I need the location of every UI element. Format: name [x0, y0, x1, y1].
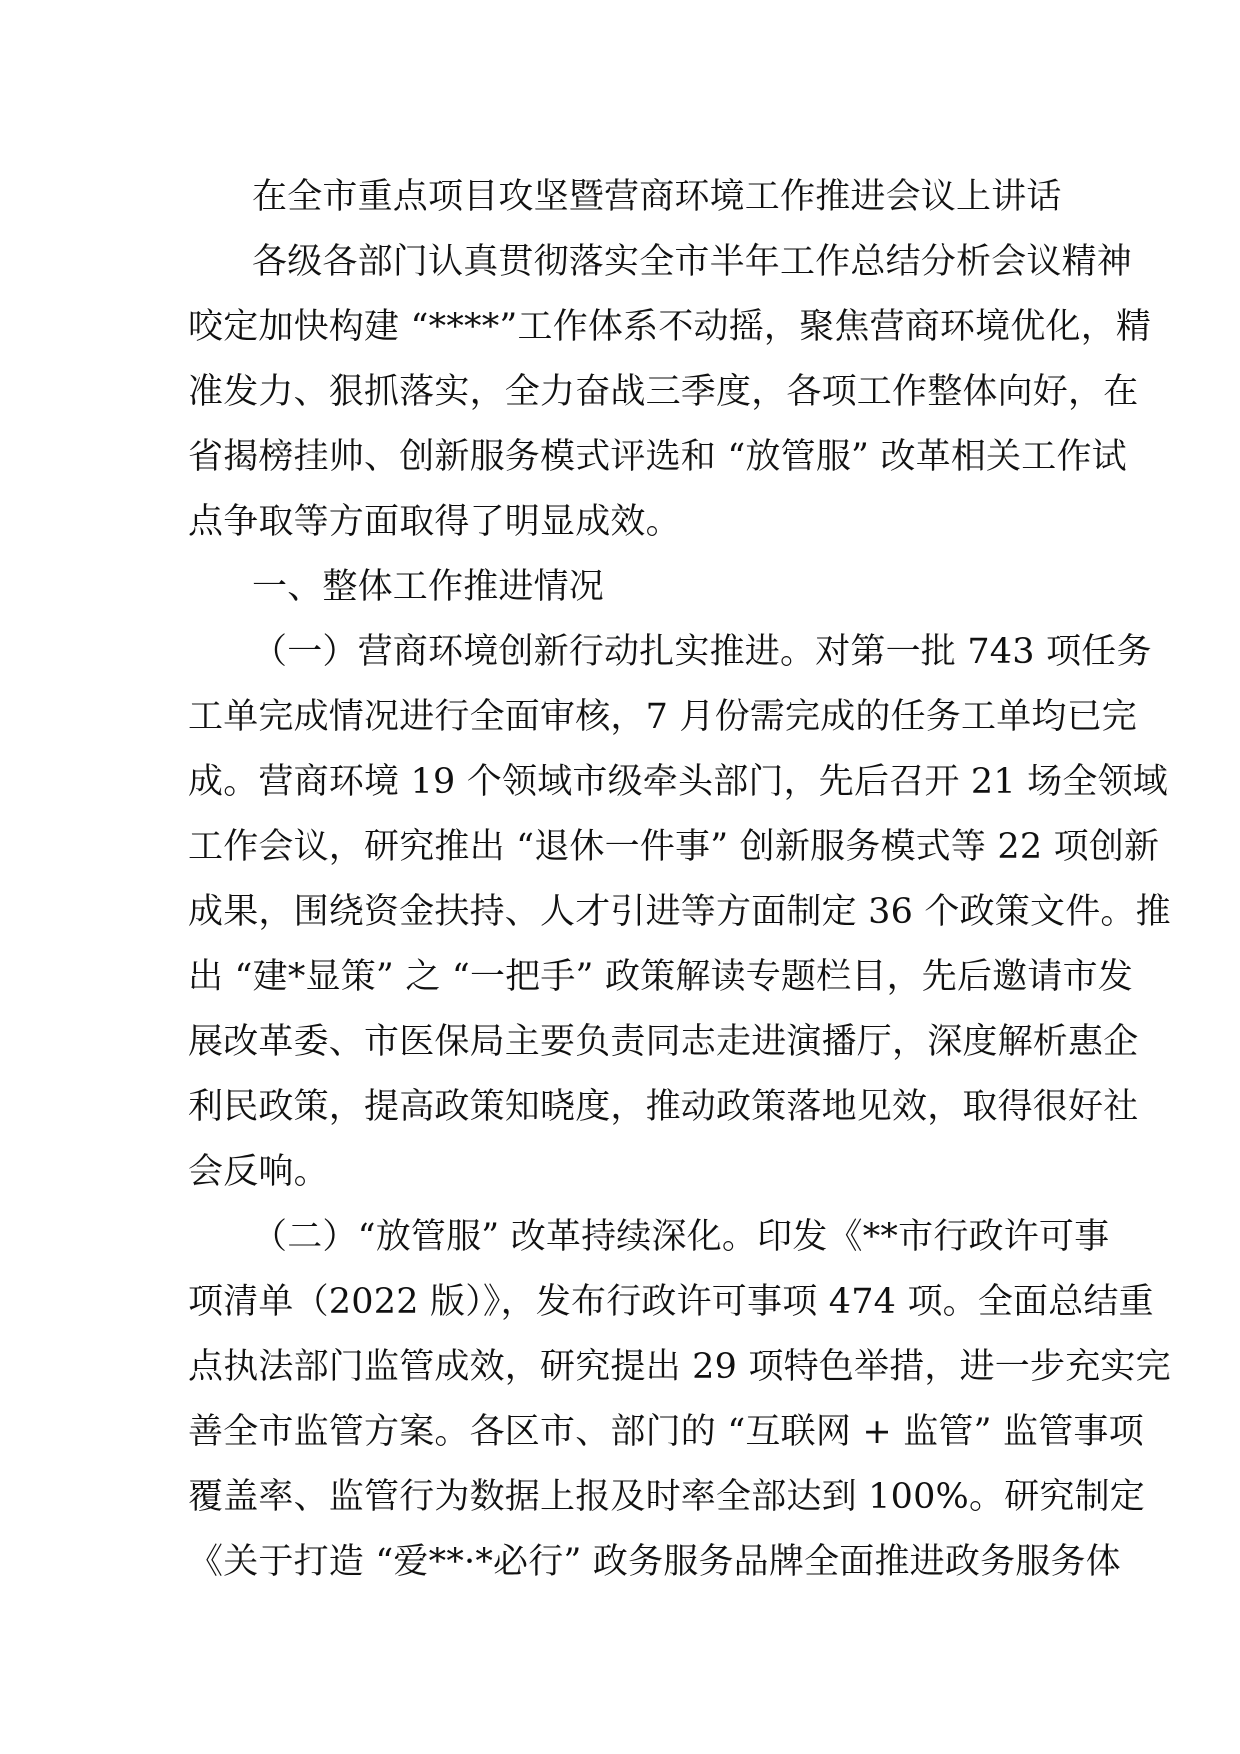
paragraph-line: 出 “建*显策” 之 “一把手” 政策解读专题栏目，先后邀请市发 [188, 957, 1133, 997]
paragraph-line: 准发力、狠抓落实，全力奋战三季度，各项工作整体向好，在 [188, 372, 1139, 412]
paragraph-line: 善全市监管方案。各区市、部门的 “互联网 + 监管” 监管事项 [188, 1412, 1144, 1452]
section-heading-1 [188, 555, 1058, 620]
paragraph-line: 各级各部门认真贯彻落实全市半年工作总结分析会议精神 [252, 242, 1133, 282]
paragraph-line: 点争取等方面取得了明显成效。 [188, 502, 681, 542]
paragraph-business-environment [188, 620, 1171, 1205]
paragraph-line: 工作会议，研究推出 “退休一件事” 创新服务模式等 22 项创新 [188, 827, 1160, 867]
paragraph-line: 项清单（2022 版）》，发布行政许可事项 474 项。全面总结重 [188, 1282, 1154, 1322]
document-body [188, 165, 1171, 1595]
paragraph-line: 覆盖率、监管行为数据上报及时率全部达到 100%。研究制定 [188, 1477, 1145, 1517]
paragraph-line: （一）营商环境创新行动扎实推进。对第一批 743 项任务 [252, 632, 1152, 672]
document-title: 在全市重点项目攻坚暨营商环境工作推进会议上讲话 [252, 177, 1062, 217]
paragraph-line: 成果，围绕资金扶持、人才引进等方面制定 36 个政策文件。推 [188, 892, 1171, 932]
section-heading: 一、整体工作推进情况 [252, 567, 605, 607]
paragraph-line: 利民政策，提高政策知晓度，推动政策落地见效，取得很好社 [188, 1087, 1139, 1127]
paragraph-line: 咬定加快构建 “****”工作体系不动摇，聚焦营商环境优化，精 [188, 307, 1152, 347]
paragraph-reform [188, 1205, 1171, 1595]
paragraph-line: 工单完成情况进行全面审核，7 月份需完成的任务工单均已完 [188, 697, 1137, 737]
paragraph-line: （二）“放管服” 改革持续深化。印发《**市行政许可事 [252, 1217, 1110, 1257]
paragraph-line: 成。营商环境 19 个领域市级牵头部门，先后召开 21 场全领域 [188, 762, 1168, 802]
paragraph-line: 展改革委、市医保局主要负责同志走进演播厅，深度解析惠企 [188, 1022, 1139, 1062]
paragraph-line: 会反响。 [188, 1152, 329, 1192]
paragraph-intro [188, 230, 1152, 555]
paragraph-line: 省揭榜挂帅、创新服务模式评选和 “放管服” 改革相关工作试 [188, 437, 1127, 477]
paragraph-line: 《关于打造 “爱**·*必行” 政务服务品牌全面推进政务服务体 [188, 1542, 1121, 1582]
paragraph-line: 点执法部门监管成效，研究提出 29 项特色举措，进一步充实完 [188, 1347, 1171, 1387]
